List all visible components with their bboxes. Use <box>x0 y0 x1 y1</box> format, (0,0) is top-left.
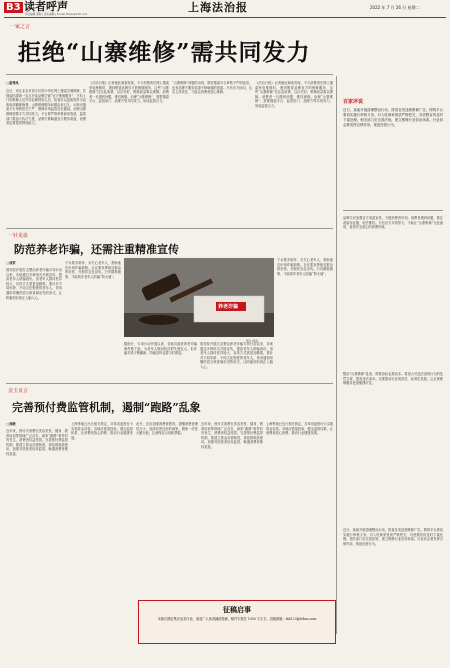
gavel-illustration <box>124 258 274 337</box>
article3-col4: 近年来，预付式消费在美容美发、健身、教育培训等领域广泛存在，商家“跑路”事件时有发生，消费者权益受损。完善预付费监管机制，要建立资金存管制度，规范预收款使用，加强对经营者信用监管，畅通消费者维权渠道。 <box>201 422 263 449</box>
article3-col2: 上海等地已出台相关规定，对单用途预付卡实施资金存管。各地应借鉴经验，健全监管体系，让消费者放心消费，推动行业健康发展。 <box>71 422 133 440</box>
notice-text: 本版长期征集法治类评论，欢迎广大读者踊跃投稿，稿件字数在 1000 字左右。投稿邮箱：fxb123@fzbao.com <box>157 617 317 621</box>
article1-col2: 《法治日报》记者就此调查发现，不少消费者在网上搜索家电维修时，遇到假冒品牌官方的维修服务，这些“山寨维修”往往乱收费、以次充好，维修质量难以保障。消费者一旦遇到问题，维权困难。治理“山寨维修”，需要搜索平台、监管部门、品牌方等共同发力，形成监管合力。 <box>89 81 169 104</box>
sidebar-title: 百家评说 <box>343 99 364 105</box>
photo-credit: 图片/网络 <box>246 339 259 343</box>
page-header <box>0 0 450 14</box>
page-code: B3 <box>6 2 21 13</box>
article2-col4: 国务院开展打击整治养老诈骗专项行动以来，各地通过多种形式开展宣传，提高老年人防骗意识。但老年人群体差异较大，宣传方式需更加精准。要针对不同年龄、不同文化程度的老年人，采用通俗易懂的语言和喜闻乐见的形式，让防骗知识真正入脑入心。 <box>200 342 273 369</box>
sidebar-body-2: 整治“山寨维修”乱象，既要治标也要治本。要加大对违法违规行为的处罚力度，提高违法成本；还要推动行业规范化、标准化发展，让正规维修服务更加便捷可及。 <box>343 372 443 386</box>
headline-3: 完善预付费监管机制，遏制“跑路”乱象 <box>12 401 201 414</box>
article1-col4: 《法治日报》记者就此调查发现，不少消费者在网上搜索家电维修时，遇到假冒品牌官方的维修服务，这些“山寨维修”往往乱收费、以次充好，维修质量难以保障。消费者一旦遇到问题，维权困难。治理“山寨维修”，需要搜索平台、监管部门、品牌方等共同发力，形成监管合力。 <box>255 81 333 108</box>
article2-col2: 子女要多陪伴、多关心老年人，帮助他们识别诈骗套路。社区要发挥贴近群众的优势，开展常态化宣传。只有精准施策，才能筑牢老年人防骗“防火墙”。 <box>65 261 121 279</box>
divider-2 <box>6 228 333 229</box>
article2-photo <box>124 258 274 337</box>
photo-label: 养老诈骗 <box>218 304 239 310</box>
sidebar <box>336 76 447 634</box>
section-name: 读者呼声 <box>24 0 68 13</box>
notice-title: 征稿启事 <box>223 605 251 614</box>
kicker-1: 一家之言 <box>10 24 31 30</box>
kicker-3: 金玉良言 <box>8 388 29 394</box>
divider-1 <box>6 74 333 75</box>
headline-1: 拒绝“山寨维修”需共同发力 <box>18 39 311 66</box>
sidebar-divider <box>343 210 443 211</box>
sidebar-body-3: 近日，某地开展清理整治行动，排查各类违规维修广告。网络平台要切实履行审核义务，对入驻商家资质严格把关，对虚假宣传及时下架处理。相关部门应完善法规，建立维修行业信用体系。行业协会要发挥自律作用，规范经营行为。 <box>343 528 443 546</box>
divider-3 <box>6 383 333 384</box>
issue-date: 2022 年 7 月 26 日 星期二 <box>370 5 420 10</box>
article3-col1: 近年来，预付式消费在美容美发、健身、教育培训等领域广泛存在，商家“跑路”事件时有发生，消费者权益受损。完善预付费监管机制，要建立资金存管制度，规范预收款使用，加强对经营者信用监管，畅通消费者维权渠道。 <box>6 429 68 456</box>
article1-col1: 近日，家住北京市昌平区的小李在网上搜索空调维修，在搜索结果第一页点开某品牌空调“官方维修服务”，不料上门的维修人员并非品牌授权人员，检查后以更换零件为由收取高额维修费。山寨维修服务问题由来已久，反映出搜索平台审核把关不严、维修市场监管存在漏洞。治理山寨维修需要多方共同发力。平台要严格审核商家资质，监管部门要加大执法力度，品牌方要畅通官方服务渠道，消费者也要提高辨别能力。 <box>6 89 86 126</box>
sidebar-intro: 近日，某地开展清理整治行动，排查各类违规维修广告。网络平台要切实履行审核义务，对入驻商家资质严格把关，对虚假宣传及时下架处理。相关部门应完善法规，建立维修行业信用体系。行业协会要发挥自律作用，规范经营行为。 <box>343 108 443 127</box>
byline-2: □刘荣 <box>6 261 16 265</box>
byline-3: □刘晓 <box>6 422 16 426</box>
article3-col3: 此外，还应加强消费者教育，提醒消费者理性办卡，选择信誉良好的商家，避免一次性大额充值，注意保存合同和票据。 <box>136 422 198 436</box>
kicker-2: 一针见血 <box>8 233 29 239</box>
notice-box <box>138 600 336 644</box>
article2-col1: 国务院开展打击整治养老诈骗专项行动以来，各地通过多种形式开展宣传，提高老年人防骗意识。但老年人群体差异较大，宣传方式需更加精准。要针对不同年龄、不同文化程度的老年人，采用通俗易懂的语言和喜闻乐见的形式，让防骗知识真正入脑入心。 <box>6 268 62 300</box>
masthead: 上海法治报 <box>188 1 248 14</box>
article2-col3: 据统计，专项行动开展以来，各地共破获养老诈骗案件数千起，为老年人挽回经济损失数亿元。但诈骗手段不断翻新，防骗宣传也要与时俱进。 <box>124 342 197 356</box>
byline-1: □高秀凤 <box>6 81 19 85</box>
article1-col3: “山寨维修”问题的出现，既有搜索平台审核不严的原因，也有品牌方服务渠道不够畅通的因素。只有多方协同，压实主体责任，才能让消费者放心维修。 <box>172 81 252 95</box>
header-rule <box>4 17 446 18</box>
article3-col5: 上海等地已出台相关规定，对单用途预付卡实施资金存管。各地应借鉴经验，健全监管体系，让消费者放心消费，推动行业健康发展。 <box>266 422 333 436</box>
headline-2: 防范养老诈骗，还需注重精准宣传 <box>14 243 179 256</box>
article2-col5: 子女要多陪伴、多关心老年人，帮助他们识别诈骗套路。社区要发挥贴近群众的优势，开展常态化宣传。只有精准施策，才能筑牢老年人防骗“防火墙”。 <box>277 258 333 276</box>
header-meta: 责任编辑 黄陶 | 美术编辑 | E-mail:fxbjzs@126.com <box>25 13 88 16</box>
sidebar-body-1: 品牌方应加强官方渠道宣传，方便消费者识别。消费者遇到问题，要注意留存证据，依法维权。只有各方共同努力，才能让“山寨维修”无处遁形，营造安全放心的消费环境。 <box>343 216 443 230</box>
